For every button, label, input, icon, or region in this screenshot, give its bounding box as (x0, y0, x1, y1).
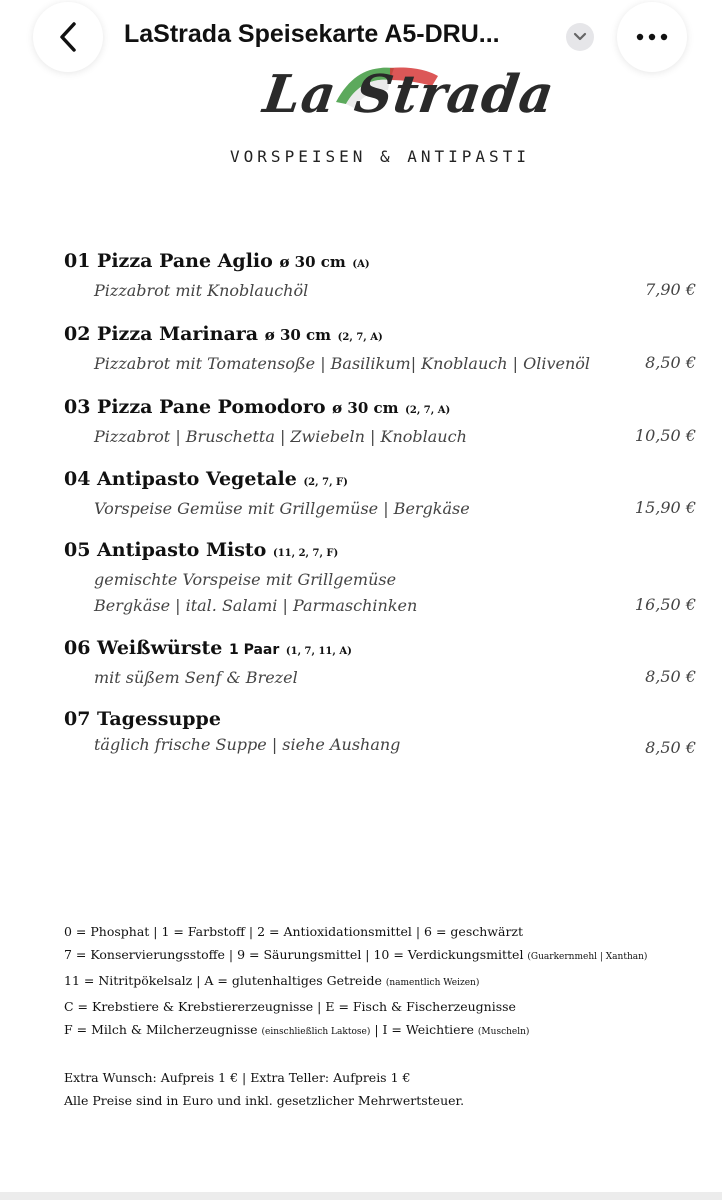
item-heading (64, 706, 696, 732)
item-heading (64, 248, 696, 278)
menu-item (64, 321, 696, 394)
logo-text: La Strada (259, 64, 559, 125)
menu-item (64, 635, 696, 706)
restaurant-logo (259, 60, 559, 132)
item-description: Vorspeise Gemüse mit Grillgemüse | Bergkäse (94, 499, 470, 518)
price-notes (64, 1066, 704, 1112)
item-price: 10,50 € (634, 426, 696, 445)
item-description: gemischte Vorspeise mit Grillgemüse (94, 570, 397, 589)
item-size: 1 Paar (228, 642, 280, 658)
item-description: Pizzabrot mit Knoblauchöl (94, 281, 309, 300)
item-heading (64, 466, 696, 496)
legend-line: 0 = Phosphat | 1 = Farbstoff | 2 = Antioxidationsmittel | 6 = geschwärzt (64, 924, 524, 939)
chevron-left-icon (57, 21, 79, 53)
menu-list (64, 248, 696, 766)
item-name: 05 Antipasto Misto (64, 539, 267, 561)
menu-item (64, 248, 696, 321)
menu-item (64, 706, 696, 766)
bottom-edge (0, 1192, 722, 1200)
item-heading (64, 635, 696, 665)
item-heading (64, 537, 696, 567)
item-name: 04 Antipasto Vegetale (64, 468, 297, 490)
item-size: ø 30 cm (279, 253, 346, 271)
extra-charges-note: Extra Wunsch: Aufpreis 1 € | Extra Teller: Aufpreis 1 € (64, 1070, 411, 1085)
item-allergen-codes: (11, 2, 7, F) (272, 548, 339, 559)
item-heading (64, 321, 696, 351)
item-price: 8,50 € (645, 738, 696, 757)
legend-line: C = Krebstiere & Krebstiererzeugnisse | E = Fisch & Fischerzeugnisse (64, 999, 516, 1014)
item-name: 07 Tagessuppe (64, 708, 221, 730)
more-horizontal-icon (634, 32, 670, 42)
back-button[interactable] (33, 2, 103, 72)
legend-line: 7 = Konservierungsstoffe | 9 = Säurungsmittel | 10 = Verdickungsmittel (Guarkernmehl | Xanthan) (64, 947, 648, 962)
item-name: 02 Pizza Marinara (64, 323, 259, 345)
legend-line: 11 = Nitritpökelsalz | A = glutenhaltiges Getreide (namentlich Weizen) (64, 973, 480, 988)
item-description: täglich frische Suppe | siehe Aushang (94, 735, 401, 754)
item-allergen-codes: (1, 7, 11, A) (285, 646, 352, 657)
item-price: 7,90 € (645, 280, 696, 299)
item-price: 16,50 € (634, 595, 696, 614)
section-title: VORSPEISEN & ANTIPASTI (230, 147, 530, 166)
legend-line: F = Milch & Milcherzeugnisse (einschließlich Laktose) | I = Weichtiere (Muscheln) (64, 1022, 530, 1037)
chevron-down-icon (573, 32, 587, 42)
item-name: 06 Weißwürste (64, 637, 223, 659)
menu-item (64, 466, 696, 537)
menu-item (64, 394, 696, 466)
item-name: 01 Pizza Pane Aglio (64, 250, 273, 272)
title-menu-button[interactable] (566, 23, 594, 51)
item-size: ø 30 cm (332, 399, 399, 417)
item-description: Bergkäse | ital. Salami | Parmaschinken (94, 596, 418, 615)
menu-item (64, 537, 696, 635)
more-button[interactable] (617, 2, 687, 72)
allergen-legend (64, 920, 704, 1044)
item-size: ø 30 cm (264, 326, 332, 344)
item-price: 8,50 € (645, 667, 696, 686)
item-heading (64, 394, 696, 424)
document-title: LaStrada Speisekarte A5-DRU... (124, 20, 500, 48)
item-description: mit süßem Senf & Brezel (94, 668, 298, 687)
item-allergen-codes: (2, 7, F) (303, 477, 348, 488)
item-description: Pizzabrot | Bruschetta | Zwiebeln | Knoblauch (94, 427, 467, 446)
item-name: 03 Pizza Pane Pomodoro (64, 396, 326, 418)
item-allergen-codes: (A) (352, 259, 370, 270)
item-allergen-codes: (2, 7, A) (337, 332, 383, 343)
item-price: 8,50 € (645, 353, 696, 372)
item-description: Pizzabrot mit Tomatensoße | Basilikum| Knoblauch | Olivenöl (94, 354, 591, 373)
vat-note: Alle Preise sind in Euro und inkl. gesetzlicher Mehrwertsteuer. (64, 1093, 465, 1108)
item-allergen-codes: (2, 7, A) (405, 405, 451, 416)
item-price: 15,90 € (634, 498, 696, 517)
